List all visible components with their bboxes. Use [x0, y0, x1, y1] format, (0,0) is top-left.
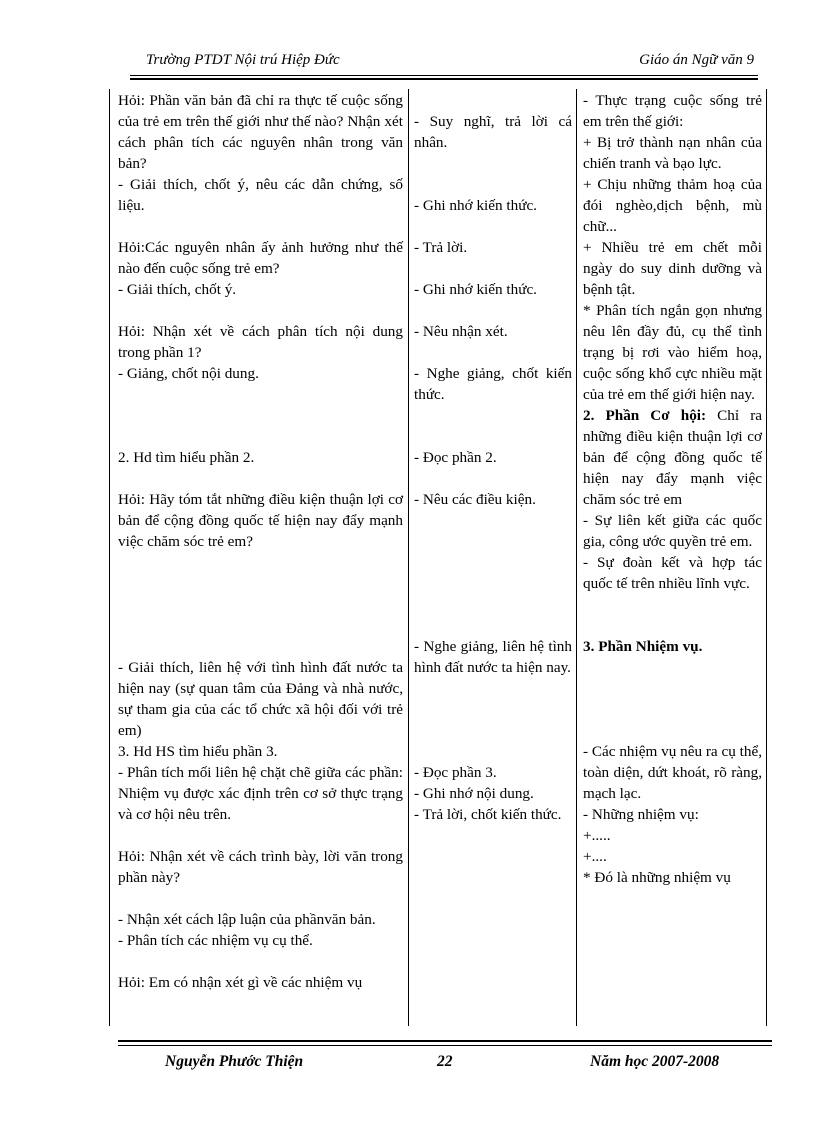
header-rule	[130, 75, 758, 76]
content-note: - Sự liên kết giữa các quốc gia, công ước quyền trẻ em.	[583, 512, 762, 550]
column-divider-1	[408, 89, 409, 1026]
instruction: - Nhận xét cách lập luận của phầnvăn bản.	[118, 911, 376, 928]
question: Hỏi: Phần văn bản đã chỉ ra thực tế cuộc sống của trẻ em trên thế giới như thế nào? Nhận xét cách phân tích các nguyên nhân trong văn bản?	[118, 92, 403, 172]
instruction: - Phân tích các nhiệm vụ cụ thể.	[118, 932, 313, 949]
content-note: * Phân tích ngắn gọn nhưng nêu lên đầy đủ, cụ thể tình trạng bị rơi vào hiểm hoạ, cuộc sống khổ cực nhiều mặt của trẻ em thế giới hiện nay.	[583, 302, 762, 403]
footer-rule	[118, 1045, 772, 1046]
content-note: - Các nhiệm vụ nêu ra cụ thể, toàn diện, dứt khoát, rõ ràng, mạch lạc.	[583, 743, 762, 802]
instruction: - Giảng, chốt nội dung.	[118, 365, 259, 382]
student-response: - Trả lời, chốt kiến thức.	[414, 806, 562, 823]
student-response: - Nghe giảng, chốt kiến thức.	[414, 365, 572, 403]
question: Hỏi:Các nguyên nhân ấy ảnh hưởng như thế nào đến cuộc sống trẻ em?	[118, 239, 403, 277]
author-name: Nguyễn Phước Thiện	[165, 1053, 304, 1070]
page-header	[130, 52, 758, 74]
student-response: - Ghi nhớ kiến thức.	[414, 197, 537, 214]
section-heading: 3. Hd HS tìm hiểu phần 3.	[118, 743, 278, 760]
instruction: - Phân tích mối liên hệ chặt chẽ giữa các phần: Nhiệm vụ được xác định trên cơ sở thực trạng và cơ hội nêu trên.	[118, 764, 403, 823]
question: Hỏi: Hãy tóm tắt những điều kiện thuận lợi cơ bản để cộng đồng quốc tế hiện nay đẩy mạnh việc chăm sóc trẻ em?	[118, 491, 403, 550]
student-response: - Suy nghĩ, trả lời cá nhân.	[414, 113, 572, 151]
teacher-activity-column	[118, 90, 403, 993]
column-divider-2	[576, 89, 577, 1026]
question: Hỏi: Nhận xét về cách phân tích nội dung trong phần 1?	[118, 323, 403, 361]
content-note: 2. Phần Cơ hội: Chỉ ra những điều kiện thuận lợi cơ bản để cộng đồng quốc tế hiện nay đẩy mạnh việc chăm sóc trẻ em	[583, 407, 762, 508]
content-note: - Những nhiệm vụ:	[583, 806, 699, 823]
content-note: + Chịu những thảm hoạ của đói nghèo,dịch bệnh, mù chữ...	[583, 176, 762, 235]
school-name: Trường PTDT Nội trú Hiệp Đức	[146, 52, 340, 68]
school-year: Năm học 2007-2008	[590, 1053, 720, 1070]
content-note: - Sự đoàn kết và hợp tác quốc tế trên nhiều lĩnh vực.	[583, 554, 762, 592]
instruction: - Giải thích, liên hệ với tình hình đất nước ta hiện nay (sự quan tâm của Đảng và nhà nước, sự tham gia của các tổ chức xã hội đối với trẻ em)	[118, 659, 403, 739]
content-note: + Bị trở thành nạn nhân của chiến tranh và bạo lực.	[583, 134, 762, 172]
content-note: * Đó là những nhiệm vụ	[583, 869, 731, 886]
student-response: - Nghe giảng, liên hệ tình hình đất nước ta hiện nay.	[414, 638, 572, 676]
footer-rule-thick	[118, 1040, 772, 1042]
content-note: + Nhiều trẻ em chết mỗi ngày do suy dinh dưỡng và bệnh tật.	[583, 239, 762, 298]
document-title: Giáo án Ngữ văn 9	[639, 52, 754, 68]
student-response: - Trả lời.	[414, 239, 468, 256]
section-heading: 2. Hd tìm hiểu phần 2.	[118, 449, 255, 466]
content-column	[583, 90, 762, 888]
page-number: 22	[437, 1053, 453, 1070]
student-response: - Nêu nhận xét.	[414, 323, 508, 340]
student-response: - Ghi nhớ kiến thức.	[414, 281, 537, 298]
instruction: - Giải thích, chốt ý, nêu các dẫn chứng, số liệu.	[118, 176, 403, 214]
header-rule-thick	[130, 78, 758, 80]
student-response: - Đọc phần 3.	[414, 764, 497, 781]
student-response: - Nêu các điều kiện.	[414, 491, 536, 508]
content-note: +....	[583, 848, 607, 865]
content-note: +.....	[583, 827, 611, 844]
section-heading: 3. Phần Nhiệm vụ.	[583, 638, 703, 655]
student-response: - Đọc phần 2.	[414, 449, 497, 466]
question: Hỏi: Em có nhận xét gì về các nhiệm vụ	[118, 974, 363, 991]
content-note: - Thực trạng cuộc sống trẻ em trên thế giới:	[583, 92, 762, 130]
student-response: - Ghi nhớ nội dung.	[414, 785, 534, 802]
section-heading: 2. Phần Cơ hội:	[583, 407, 707, 424]
instruction: - Giải thích, chốt ý.	[118, 281, 237, 298]
question: Hỏi: Nhận xét về cách trình bày, lời văn trong phần này?	[118, 848, 403, 886]
student-activity-column	[414, 90, 572, 825]
